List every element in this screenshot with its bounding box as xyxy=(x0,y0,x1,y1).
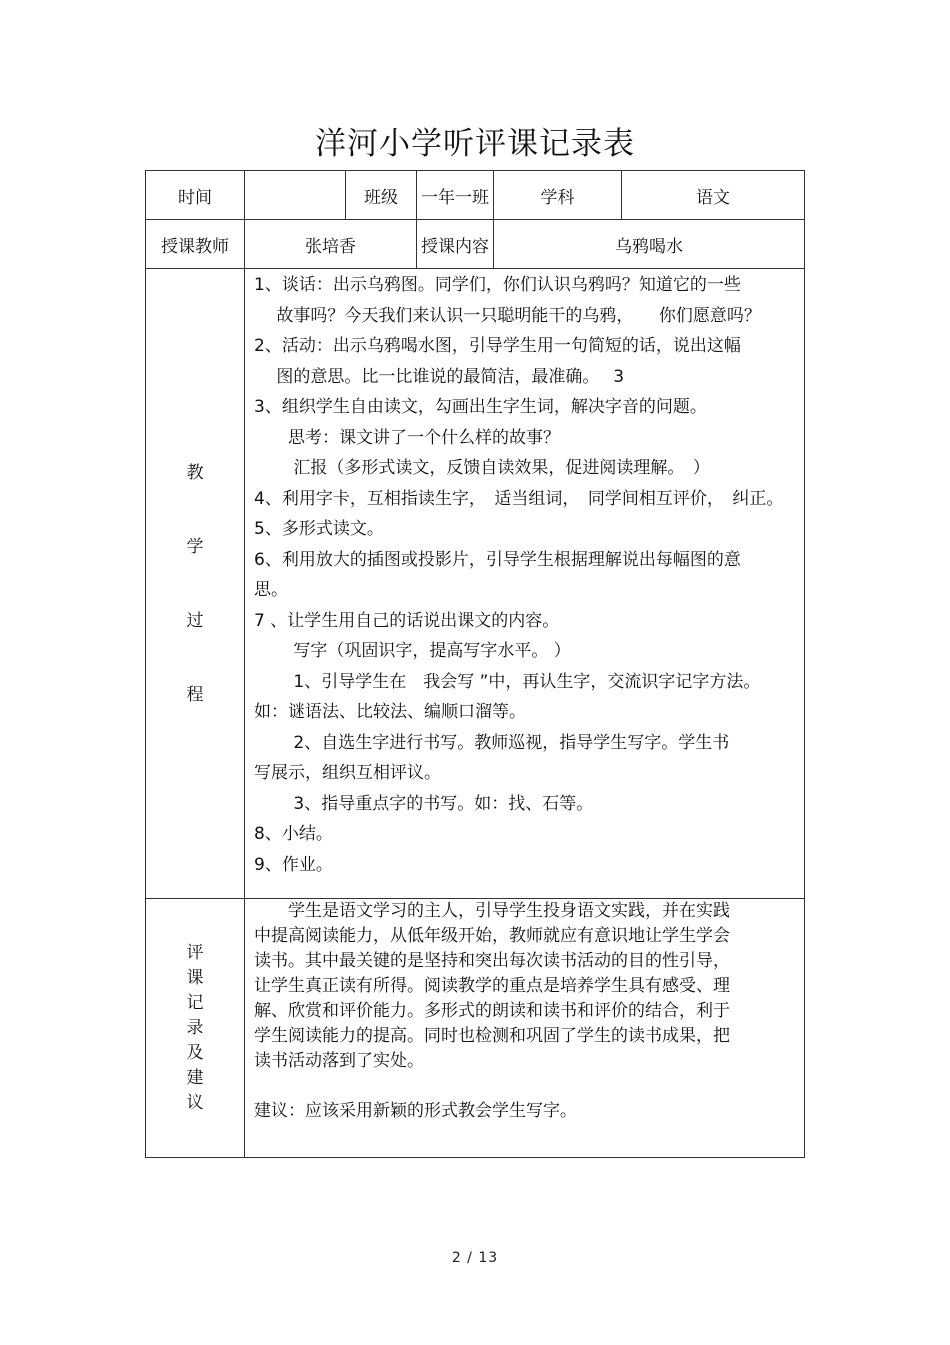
process-line: 汇报（多形式读文，反馈自读效果，促进阅读理解。 ） xyxy=(254,458,710,478)
process-label-char: 过 xyxy=(186,610,204,631)
class-value: 一年一班 xyxy=(417,171,494,220)
page-number: 2 / 13 xyxy=(451,1250,499,1266)
evaluation-label-char: 课 xyxy=(186,967,204,988)
header-row-1 xyxy=(146,171,805,220)
process-line: 如：谜语法、比较法、编顺口溜等。 xyxy=(254,702,526,722)
process-line: 8、小结。 xyxy=(254,824,333,844)
process-line: 思。 xyxy=(254,580,288,600)
process-line: 5、多形式读文。 xyxy=(254,519,384,539)
process-line: 图的意思。比一比谁说的最简洁，最准确。 3 xyxy=(254,366,625,387)
evaluation-label-char: 记 xyxy=(186,992,204,1013)
subject-value: 语文 xyxy=(622,171,805,220)
page-title: 洋河小学听评课记录表 xyxy=(315,126,635,162)
suggestion-line: 建议：应该采用新颖的形式教会学生写字。 xyxy=(254,1101,577,1121)
process-line: 4、利用字卡，互相指读生字， 适当组词， 同学间相互评价， 纠正。 xyxy=(254,488,784,509)
content-label: 授课内容 xyxy=(417,220,494,269)
evaluation-label xyxy=(146,899,245,1158)
process-line: 故事吗？今天我们来认识一只聪明能干的乌鸦， 你们愿意吗？ xyxy=(254,305,761,326)
evaluation-label-char: 评 xyxy=(186,942,204,963)
spacer xyxy=(254,1074,804,1099)
process-label xyxy=(146,269,245,899)
process-line: 3、组织学生自由读文，勾画出生字生词，解决字音的问题。 xyxy=(254,397,707,417)
evaluation-label-char: 录 xyxy=(186,1017,204,1038)
process-row xyxy=(146,269,805,899)
evaluation-line: 学生是语文学习的主人，引导学生投身语文实践，并在实践 xyxy=(254,901,730,921)
class-label: 班级 xyxy=(346,171,417,220)
evaluation-line: 读书活动落到了实处。 xyxy=(254,1051,424,1071)
time-label: 时间 xyxy=(146,171,245,220)
evaluation-line: 解、欣赏和评价能力。多形式的朗读和读书和评价的结合，利于 xyxy=(254,1001,730,1021)
process-line: 6、利用放大的插图或投影片，引导学生根据理解说出每幅图的意 xyxy=(254,549,741,570)
content-value: 乌鸦喝水 xyxy=(494,220,805,269)
time-value xyxy=(245,171,346,220)
evaluation-line: 学生阅读能力的提高。同时也检测和巩固了学生的读书成果，把 xyxy=(254,1026,730,1046)
evaluation-line: 让学生真正读有所得。阅读教学的重点是培养学生具有感受、理 xyxy=(254,976,730,996)
process-line: 1、谈话：出示乌鸦图。同学们，你们认识乌鸦吗？知道它的一些 xyxy=(254,275,741,295)
process-line: 2、自选生字进行书写。教师巡视，指导学生写字。学生书 xyxy=(254,732,730,753)
process-line: 思考：课文讲了一个什么样的故事？ xyxy=(254,427,560,448)
process-line: 2、活动：出示乌鸦喝水图，引导学生用一句简短的话，说出这幅 xyxy=(254,336,741,356)
evaluation-line: 读书。其中最关键的是坚持和突出每次读书活动的目的性引导， xyxy=(254,951,730,971)
teacher-value: 张培香 xyxy=(245,220,417,269)
evaluation-content xyxy=(245,899,805,1158)
process-line: 7 、让学生用自己的话说出课文的内容。 xyxy=(254,610,560,631)
evaluation-line: 中提高阅读能力，从低年级开始，教师就应有意识地让学生学会 xyxy=(254,926,730,946)
process-line: 1、引导学生在 我会写 ”中，再认生字，交流识字记字方法。 xyxy=(254,671,761,692)
evaluation-label-char: 建 xyxy=(186,1067,204,1088)
process-label-char: 教 xyxy=(186,462,204,483)
evaluation-label-char: 及 xyxy=(186,1042,204,1063)
process-line: 3、指导重点字的书写。如：找、石等。 xyxy=(254,793,594,814)
process-label-char: 程 xyxy=(186,684,204,705)
evaluation-label-char: 议 xyxy=(186,1092,204,1113)
process-line: 写字（巩固识字，提高写字水平。 ） xyxy=(254,641,571,661)
process-line: 写展示，组织互相评议。 xyxy=(254,763,441,783)
evaluation-row xyxy=(146,899,805,1158)
header-row-2 xyxy=(146,220,805,269)
process-content xyxy=(245,269,805,899)
process-line: 9、作业。 xyxy=(254,854,333,875)
evaluation-form-table xyxy=(145,170,805,1158)
subject-label: 学科 xyxy=(494,171,622,220)
process-label-char: 学 xyxy=(186,536,204,557)
teacher-label: 授课教师 xyxy=(146,220,245,269)
